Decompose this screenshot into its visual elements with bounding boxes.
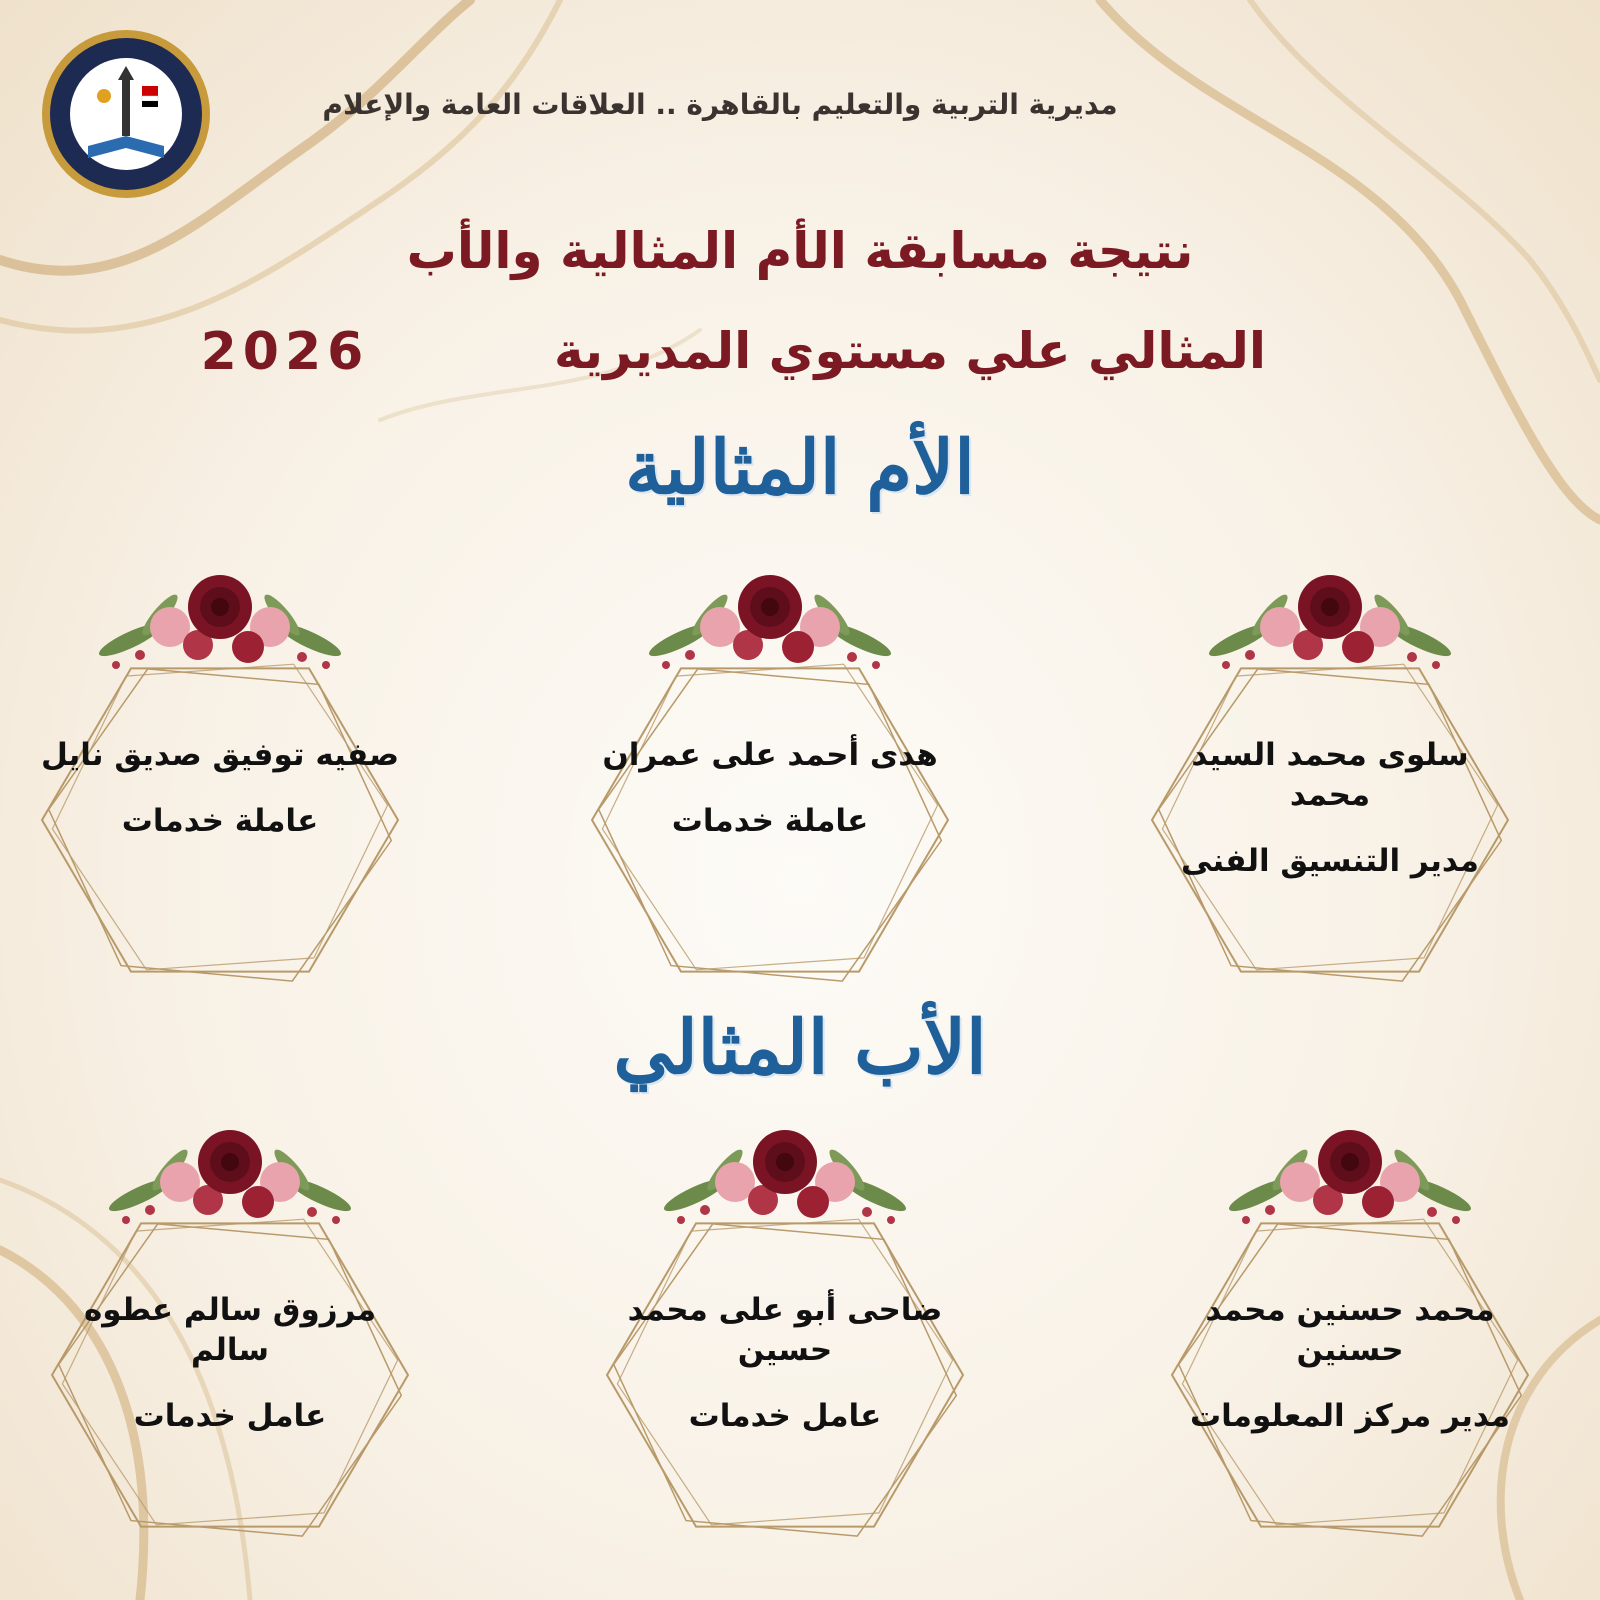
mothers-section-heading: الأم المثالية <box>625 425 975 511</box>
winner-role: عاملة خدمات <box>121 803 319 839</box>
father-card-1 <box>1150 1090 1550 1570</box>
winner-name: هدى أحمد على عمران <box>602 737 938 773</box>
winner-name: صفيه توفيق صديق نايل <box>40 737 400 773</box>
father-card-3 <box>30 1090 430 1570</box>
mother-card-1 <box>1130 535 1530 1015</box>
winner-name: محمد حسنين محمد حسنين <box>1205 1292 1495 1368</box>
winner-role: عاملة خدمات <box>671 803 869 839</box>
organization-header: مديرية التربية والتعليم بالقاهرة .. العلاقات العامة والإعلام <box>322 88 1118 121</box>
winner-role: عامل خدمات <box>688 1398 882 1434</box>
page-title-line-2: المثالي علي مستوي المديرية <box>553 322 1267 380</box>
directorate-logo <box>38 26 214 202</box>
winner-name: مرزوق سالم عطوه سالم <box>83 1292 377 1368</box>
mother-card-2 <box>570 535 970 1015</box>
fathers-section-heading: الأب المثالي <box>613 1005 987 1091</box>
father-card-2 <box>585 1090 985 1570</box>
winner-name: سلوى محمد السيد محمد <box>1191 737 1469 813</box>
winner-role: مدير مركز المعلومات <box>1189 1398 1511 1434</box>
mother-card-3 <box>20 535 420 1015</box>
winner-name: ضاحى أبو على محمد حسين <box>627 1292 943 1368</box>
winner-role: عامل خدمات <box>133 1398 327 1434</box>
page-title-year: 2026 <box>200 322 370 382</box>
winner-role: مدير التنسيق الفنى <box>1181 843 1479 879</box>
page-title-line-1: نتيجة مسابقة الأم المثالية والأب <box>406 222 1194 280</box>
